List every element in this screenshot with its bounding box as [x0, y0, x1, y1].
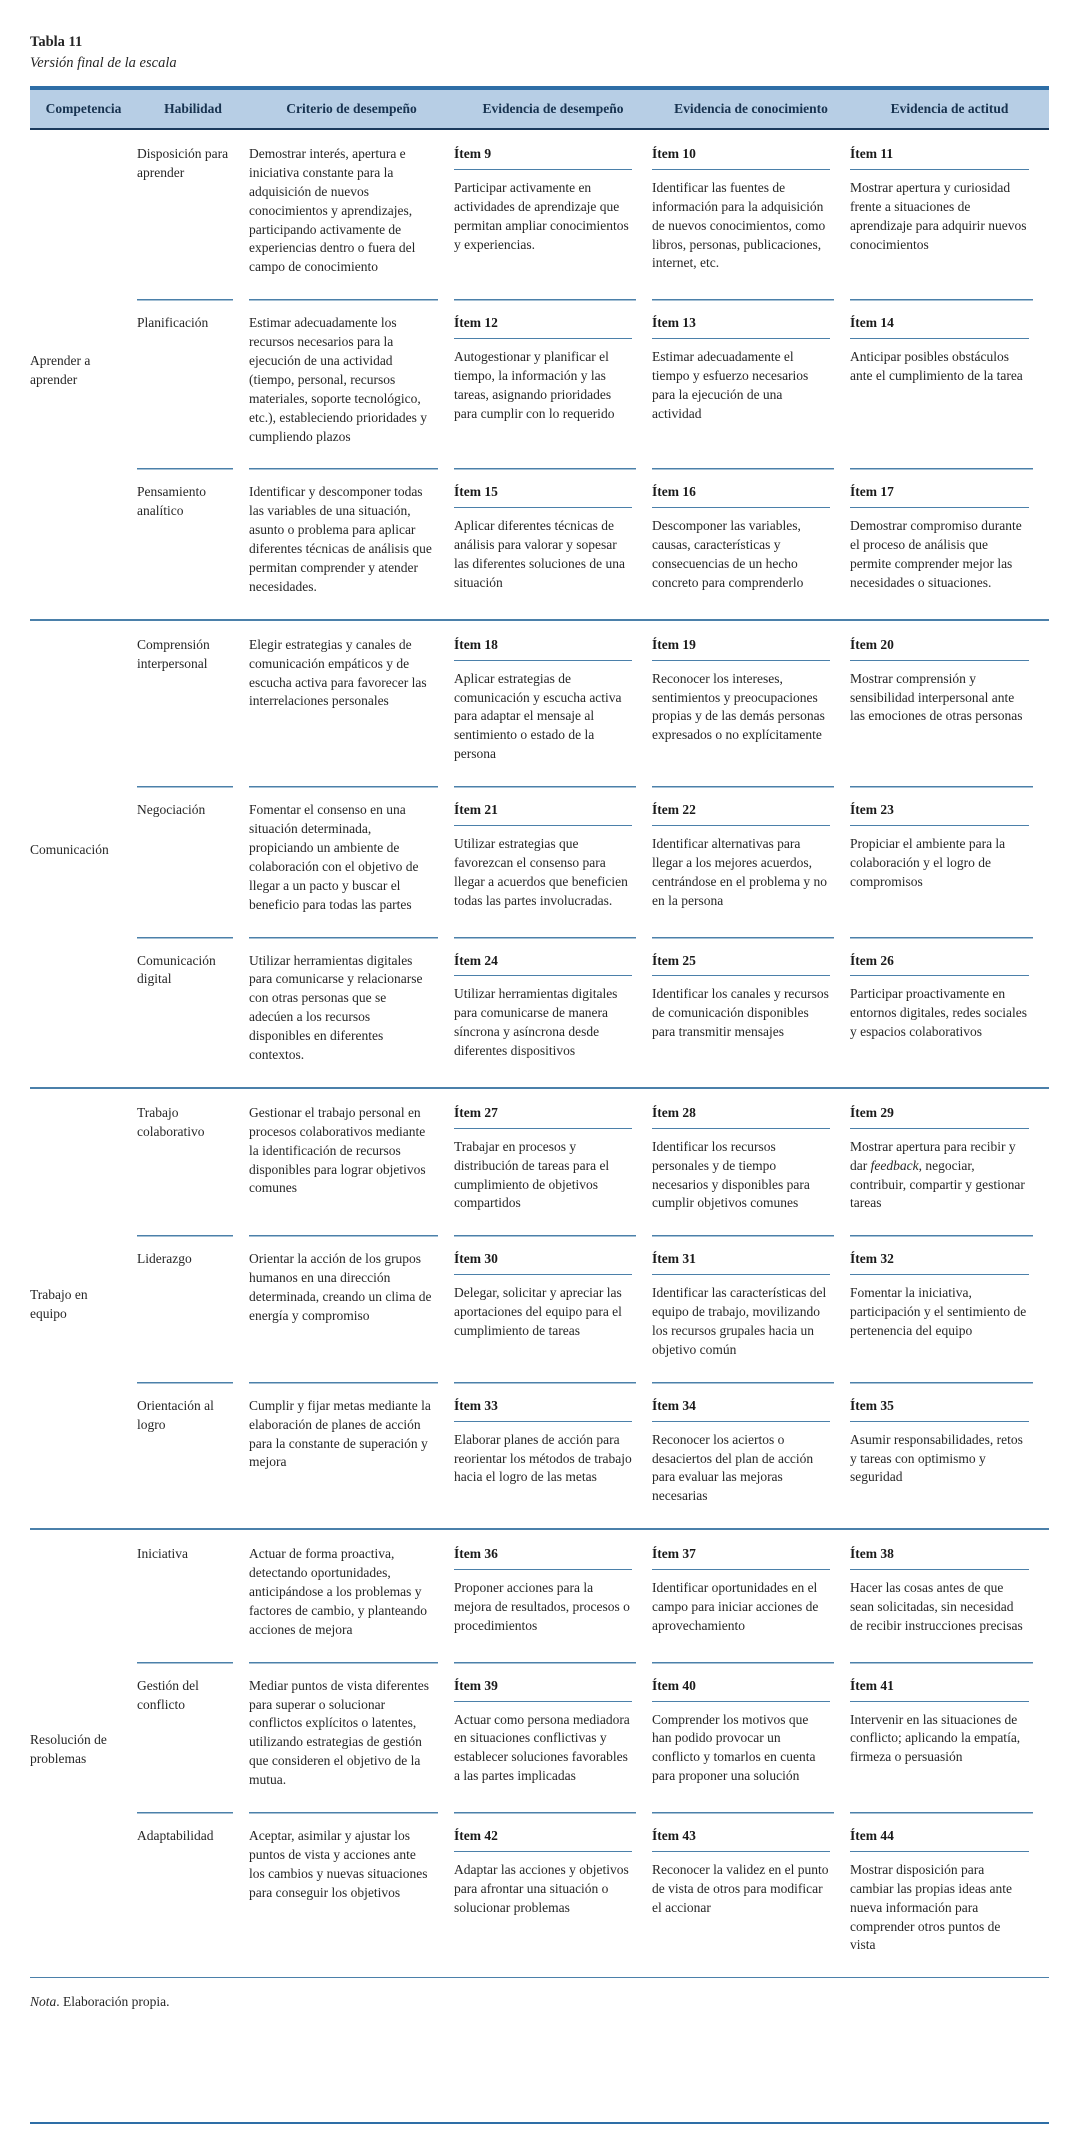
- item-text: Comprender los motivos que han podido provocar un conflicto y tomarlos en cuenta para proponer una solución: [652, 1711, 816, 1784]
- item-cell: [652, 1662, 850, 1812]
- habilidad-cell: Trabajo colaborativo: [137, 1104, 205, 1139]
- item-text: Autogestionar y planificar el tiempo, la información y las tareas, asignando prioridades para cumplir con lo requerido: [454, 349, 615, 421]
- habilidad-cell: Orientación al logro: [137, 1382, 249, 1528]
- title-block: [30, 34, 1049, 72]
- item-text: Proponer acciones para la mejora de resultados, procesos o procedimientos: [454, 1580, 630, 1633]
- column-header-evidencia-conocimiento: Evidencia de conocimiento: [674, 101, 828, 116]
- competencia-cell: [30, 621, 137, 1087]
- item-label: Ítem 36: [454, 1545, 632, 1570]
- item-cell: [652, 468, 850, 618]
- item-cell: [652, 1089, 850, 1235]
- item-label: Ítem 18: [454, 636, 632, 661]
- item-label: Ítem 31: [652, 1250, 830, 1275]
- item-cell: [454, 1812, 652, 1977]
- item-cell: [454, 468, 652, 618]
- item-text: Fomentar la iniciativa, participación y el sentimiento de pertenencia del equipo: [850, 1285, 1027, 1338]
- item-cell: [850, 1382, 1049, 1528]
- item-text: Identificar las características del equipo de trabajo, movilizando los recursos grupales hacia un objetivo común: [652, 1285, 827, 1357]
- criterio-cell: Mediar puntos de vista diferentes para superar o solucionar conflictos explícitos o latentes, utilizando estrategias de gestión que consideren el objetivo de la mutua.: [249, 1662, 454, 1812]
- criterio-cell: Aceptar, asimilar y ajustar los puntos de vista y acciones ante los cambios y nuevas situaciones para conseguir los objetivos: [249, 1812, 454, 1977]
- competencia-cell: [30, 1530, 137, 1977]
- item-label: Ítem 11: [850, 145, 1029, 170]
- item-cell: [652, 621, 850, 786]
- criterio-cell: Elegir estrategias y canales de comunicación empáticos y de escucha activa para favorecer las interrelaciones personales: [249, 636, 427, 709]
- item-cell: [652, 299, 850, 468]
- habilidad-cell: Planificación: [137, 299, 249, 468]
- item-text: Adaptar las acciones y objetivos para afrontar una situación o solucionar problemas: [454, 1861, 629, 1915]
- item-label: Ítem 27: [454, 1104, 632, 1129]
- item-text: Participar activamente en actividades de aprendizaje que permitan ampliar conocimientos y experiencias.: [454, 179, 629, 252]
- criterio-cell: Orientar la acción de los grupos humanos en una dirección determinada, creando un clima de energía y compromiso: [249, 1235, 454, 1381]
- criterio-cell: Fomentar el consenso en una situación determinada, propiciando un ambiente de colaboración con el objetivo de llegar a un pacto y buscar el beneficio para todas las partes: [249, 786, 454, 936]
- item-text: Delegar, solicitar y apreciar las aportaciones del equipo para el cumplimiento de tareas: [454, 1285, 622, 1338]
- note-prefix: Nota: [30, 1994, 57, 2010]
- item-text: Utilizar estrategias que favorezcan el consenso para llegar a acuerdos que beneficien todas las partes involucradas.: [454, 836, 628, 908]
- competencia-group: [30, 1528, 1049, 1977]
- competencia-label: Trabajo en equipo: [30, 1287, 88, 1322]
- item-cell: [454, 621, 652, 786]
- item-label: Ítem 24: [454, 952, 632, 977]
- table-subtitle: Versión final de la escala: [30, 55, 177, 71]
- habilidad-cell: Negociación: [137, 786, 249, 936]
- item-text: Reconocer los intereses, sentimientos y preocupaciones propias y de las demás personas expresados o no explícitamente: [652, 670, 825, 743]
- item-text: Identificar los canales y recursos de comunicación disponibles para transmitir mensajes: [652, 986, 829, 1040]
- item-label: Ítem 33: [454, 1397, 632, 1422]
- item-label: Ítem 35: [850, 1397, 1029, 1422]
- habilidad-cell: Iniciativa: [137, 1546, 188, 1562]
- item-text: Intervenir en las situaciones de conflicto; aplicando la empatía, firmeza o persuasión: [850, 1711, 1021, 1765]
- competencia-label: Comunicación: [30, 841, 109, 857]
- item-cell: [850, 786, 1049, 936]
- item-text: Identificar los recursos personales y de tiempo necesarios y disponibles para cumplir objetivos comunes: [652, 1138, 810, 1211]
- item-cell: [454, 1235, 652, 1381]
- item-cell: [652, 937, 850, 1087]
- item-cell: [850, 468, 1049, 618]
- item-label: Ítem 17: [850, 483, 1029, 508]
- item-cell: [652, 1235, 850, 1381]
- criterio-cell: Utilizar herramientas digitales para comunicarse y relacionarse con otras personas que se adecúen a los recursos disponibles en diferentes contextos.: [249, 937, 454, 1087]
- item-text: Mostrar apertura para recibir y dar feedback, negociar, contribuir, compartir y gestionar tareas: [850, 1138, 1025, 1211]
- column-header-competencia: Competencia: [45, 101, 122, 116]
- item-text: Propiciar el ambiente para la colaboración y el logro de compromisos: [850, 836, 1006, 889]
- item-label: Ítem 38: [850, 1545, 1029, 1570]
- item-text: Identificar las fuentes de información para la adquisición de nuevos conocimientos, como libros, personas, publicaciones, internet, etc.: [652, 179, 826, 271]
- habilidad-cell: Comprensión interpersonal: [137, 636, 210, 671]
- item-text: Trabajar en procesos y distribución de tareas para el cumplimiento de objetivos compartidos: [454, 1138, 610, 1211]
- item-cell: [850, 937, 1049, 1087]
- competencia-group: [30, 130, 1049, 619]
- competencia-label: Resolución de problemas: [30, 1732, 107, 1767]
- habilidad-cell: Gestión del conflicto: [137, 1662, 249, 1812]
- note-text: . Elaboración propia.: [56, 1994, 170, 2010]
- item-label: Ítem 41: [850, 1677, 1029, 1702]
- item-cell: [454, 937, 652, 1087]
- item-label: Ítem 12: [454, 314, 632, 339]
- item-text: Participar proactivamente en entornos digitales, redes sociales y espacios colaborativos: [850, 986, 1027, 1040]
- item-text: Reconocer los aciertos o desaciertos del plan de acción para evaluar las mejoras necesarias: [652, 1431, 814, 1504]
- item-label: Ítem 20: [850, 636, 1029, 661]
- item-text: Identificar alternativas para llegar a los mejores acuerdos, centrándose en el problema y no en la persona: [652, 836, 828, 908]
- item-cell: [850, 1235, 1049, 1381]
- column-header-evidencia-desempeno: Evidencia de desempeño: [482, 101, 624, 116]
- criterio-cell: Cumplir y fijar metas mediante la elaboración de planes de acción para la constante de superación y mejora: [249, 1382, 454, 1528]
- scale-table: [30, 86, 1049, 1978]
- item-label: Ítem 19: [652, 636, 830, 661]
- item-label: Ítem 40: [652, 1677, 830, 1702]
- criterio-cell: Actuar de forma proactiva, detectando oportunidades, anticipándose a los problemas y factores de cambio, y planteando acciones de mejora: [249, 1546, 428, 1637]
- item-text: Estimar adecuadamente el tiempo y esfuerzo necesarios para la ejecución de una actividad: [652, 349, 809, 421]
- item-text: Hacer las cosas antes de que sean solicitadas, sin necesidad de recibir instrucciones precisas: [850, 1580, 1023, 1633]
- item-cell: [454, 786, 652, 936]
- competencia-cell: [30, 1089, 137, 1528]
- column-header-criterio: Criterio de desempeño: [286, 101, 417, 116]
- item-cell: [454, 1530, 652, 1661]
- item-text: Anticipar posibles obstáculos ante el cumplimiento de la tarea: [850, 349, 1023, 384]
- item-cell: [850, 299, 1049, 468]
- item-cell: [454, 1382, 652, 1528]
- item-label: Ítem 10: [652, 145, 830, 170]
- habilidad-cell: Disposición para aprender: [137, 146, 229, 180]
- item-label: Ítem 37: [652, 1545, 830, 1570]
- item-label: Ítem 16: [652, 483, 830, 508]
- criterio-cell: Demostrar interés, apertura e iniciativa constante para la adquisición de nuevos conocimientos y aprendizajes, participando activamente de experiencias dentro o fuera del campo de conocimiento: [249, 146, 416, 275]
- criterio-cell: Identificar y descomponer todas las variables de una situación, asunto o problema para aplicar diferentes técnicas de análisis que permitan comprender y atender necesidades.: [249, 468, 454, 618]
- item-label: Ítem 15: [454, 483, 632, 508]
- item-label: Ítem 14: [850, 314, 1029, 339]
- item-text: Aplicar estrategias de comunicación y escucha activa para adaptar el mensaje al sentimiento o estado de la persona: [454, 670, 622, 762]
- item-label: Ítem 25: [652, 952, 830, 977]
- item-label: Ítem 23: [850, 801, 1029, 826]
- item-cell: [652, 1812, 850, 1977]
- item-cell: [850, 621, 1049, 786]
- table-body: [30, 130, 1049, 1978]
- item-cell: [850, 1530, 1049, 1661]
- table-header-row: [30, 86, 1049, 130]
- item-cell: [454, 1089, 652, 1235]
- item-label: Ítem 44: [850, 1827, 1029, 1852]
- item-text: Utilizar herramientas digitales para comunicarse de manera síncrona y asíncrona desde diferentes dispositivos: [454, 986, 618, 1059]
- item-cell: [652, 130, 850, 299]
- item-cell: [850, 1812, 1049, 1977]
- habilidad-cell: Adaptabilidad: [137, 1812, 249, 1977]
- item-cell: [652, 1382, 850, 1528]
- item-text: Descomponer las variables, causas, características y consecuencias de un hecho concreto para comprenderlo: [652, 518, 804, 591]
- competencia-group: [30, 619, 1049, 1087]
- item-text: Aplicar diferentes técnicas de análisis para valorar y sopesar las diferentes soluciones de una situación: [454, 518, 625, 591]
- column-header-evidencia-actitud: Evidencia de actitud: [890, 101, 1009, 116]
- column-header-habilidad: Habilidad: [164, 101, 222, 116]
- item-label: Ítem 32: [850, 1250, 1029, 1275]
- item-text: Mostrar comprensión y sensibilidad interpersonal ante las emociones de otras personas: [850, 670, 1023, 724]
- item-label: Ítem 42: [454, 1827, 632, 1852]
- item-cell: [652, 786, 850, 936]
- item-cell: [454, 1662, 652, 1812]
- item-cell: [454, 130, 652, 299]
- competencia-label: Aprender a aprender: [30, 353, 91, 387]
- item-label: Ítem 22: [652, 801, 830, 826]
- item-label: Ítem 43: [652, 1827, 830, 1852]
- criterio-cell: Gestionar el trabajo personal en procesos colaborativos mediante la identificación de recursos disponibles para lograr objetivos comunes: [249, 1104, 426, 1196]
- habilidad-cell: Liderazgo: [137, 1235, 249, 1381]
- competencia-group: [30, 1087, 1049, 1528]
- habilidad-cell: Comunicación digital: [137, 937, 249, 1087]
- criterio-cell: Estimar adecuadamente los recursos necesarios para la ejecución de una actividad (tiempo, personal, recursos materiales, soporte tecnológico, etc.), estableciendo prioridades y cumpliendo plazos: [249, 299, 454, 468]
- page-bottom-rule: [30, 2122, 1049, 2125]
- item-label: Ítem 30: [454, 1250, 632, 1275]
- item-cell: [850, 130, 1049, 299]
- item-label: Ítem 13: [652, 314, 830, 339]
- item-cell: [652, 1530, 850, 1661]
- item-label: Ítem 28: [652, 1104, 830, 1129]
- item-label: Ítem 39: [454, 1677, 632, 1702]
- item-text: Demostrar compromiso durante el proceso de análisis que permite comprender mejor las necesidades o situaciones.: [850, 518, 1022, 591]
- item-label: Ítem 21: [454, 801, 632, 826]
- item-label: Ítem 34: [652, 1397, 830, 1422]
- item-cell: [850, 1089, 1049, 1235]
- item-label: Ítem 9: [454, 145, 632, 170]
- item-cell: [850, 1662, 1049, 1812]
- item-cell: [454, 299, 652, 468]
- table-note: [30, 1994, 1049, 2010]
- item-text: Mostrar apertura y curiosidad frente a situaciones de aprendizaje para adquirir nuevos conocimientos: [850, 179, 1027, 252]
- competencia-cell: [30, 130, 137, 619]
- item-text: Actuar como persona mediadora en situaciones conflictivas y establecer soluciones favorables a las partes implicadas: [454, 1711, 630, 1784]
- item-text: Identificar oportunidades en el campo para iniciar acciones de aprovechamiento: [652, 1580, 819, 1633]
- table-label: Tabla 11: [30, 34, 83, 50]
- item-label: Ítem 29: [850, 1104, 1029, 1129]
- item-text: Elaborar planes de acción para reorientar los métodos de trabajo hacia el logro de las metas: [454, 1431, 632, 1485]
- item-text: Mostrar disposición para cambiar las propias ideas ante nueva información para comprender otros puntos de vista: [850, 1861, 1012, 1953]
- item-text: Asumir responsabilidades, retos y tareas con optimismo y seguridad: [850, 1431, 1023, 1485]
- item-text: Reconocer la validez en el punto de vista de otros para modificar el accionar: [652, 1861, 829, 1915]
- item-label: Ítem 26: [850, 952, 1029, 977]
- habilidad-cell: Pensamiento analítico: [137, 468, 249, 618]
